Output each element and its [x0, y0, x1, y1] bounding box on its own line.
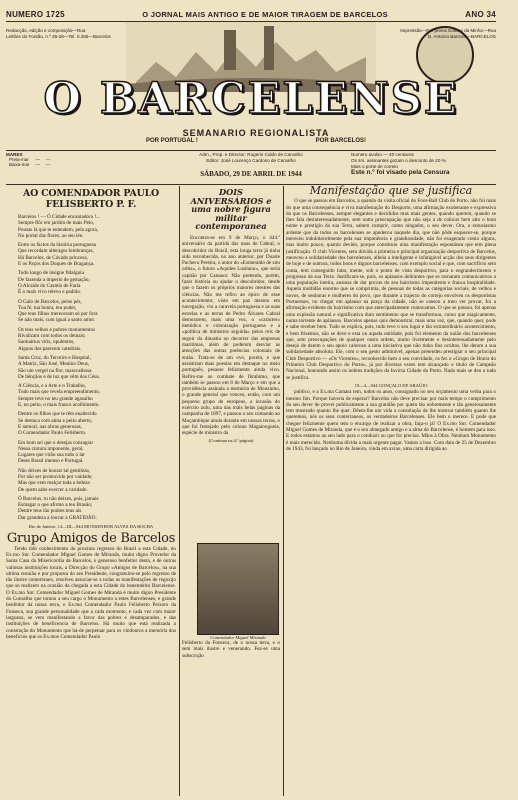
poem-line: De quem sabe exercer a caridade. [18, 486, 88, 493]
poem-line: Nessa cintura imponente, geral, [18, 445, 84, 452]
tides-label: MARES [6, 152, 23, 157]
manifestation-signature: 19—4—944 GONÇALO DE ARAÚJO [354, 382, 428, 388]
poem-line: E os Paços dos Duques de Bragança. [18, 261, 95, 268]
poem [6, 214, 176, 521]
tides-table: MARES Preia-mar — — Baixa-mar — — [6, 152, 51, 167]
info-bar [6, 152, 496, 184]
masthead-left-info: Redacção, edição e composição—Rua Leitões do Fontão, n.º 26-28—Tel. 0.255—Barcelos [6, 28, 111, 39]
poem-line: Barcelos ! — Ó Cidade encantadora !... [18, 214, 100, 220]
poem-line: Santa Cruz, do Terceiro e Hospital, [18, 354, 91, 361]
manifestation-headline: Manifestação que se justifica [309, 184, 473, 197]
poem-line: E natural, nas obras generosas, [18, 423, 82, 430]
poem-line: No portal das flores, ao seu léu. [18, 232, 84, 239]
anniversary-headline: DOIS ANIVERSÁRIOS e uma nobre figura militar contemporanea [190, 187, 272, 232]
poem-line: Por não ser promovido por vaidade; [18, 473, 93, 480]
masthead-mottos [146, 138, 366, 144]
masthead-right-info: Impressão—Em prelos Editora da Minho—Rua D. Antonio Barroso—BARCELOS [400, 28, 496, 39]
poem-line: Os teus velhos e pobres monumentos [18, 326, 96, 333]
monument-article-text: publico, e a Ex.ma Camara tem, todos os anos, consignado no seu orçamento uma verba para o mesmo fim. Porque haveria de esperar? Barcelos não deve precisar por mais tempo o cumprimento do seu dever de prover publicamente a sua gratidão por quem tão nobremente e tão generosamente tem mostrado quanto lhe quer. Dêem-lhe um vida a consolação de lhe mostrar também quanto lhe queremos, nós os seus conterraneos, os verdadeiros Barcelenses. Ele bem o merece. E pode que chegue felizmente quem tem o encargo de realizar a obra, faça-o já! O Ex.mo Snr. Comendador Miguel Gomes de Miranda, que é o seu abnegado amigo e a alma do Barcelense, é homem para isso. E todos estamos ao seu lado para o conduzir ao que for preciso. Mãos à Obra. Nenhum Monumento é mais merecido. Nenhuma dívida a mais urgente pagar. Vamos a isso. Com data de 25 de Dezembro de 1943, foi lançado no Rio de Janeiro, vinda em aviao, uma carta dirigida ao [286, 389, 496, 452]
poem-line: Tua fé, tua honra, teu poder, [18, 304, 77, 311]
poem-line: Todo longo de insigne fidalguia [18, 270, 84, 277]
poem-line: Dar grandeza a louvar a GRATIDÃO. [18, 514, 97, 521]
poem-line: Lugares que virão sua tudo o lar [18, 452, 85, 459]
poem-stanza [18, 383, 176, 408]
masthead [6, 22, 496, 150]
continued-note: (Continua na 4.ª página) [208, 438, 254, 444]
poem-line: Que teus filhos mereceram só por fora [18, 311, 98, 318]
poem-line: O Galo de Barcelos, pelos pés, [18, 298, 82, 305]
poem-line: Deste Brasil imenso e Portugal. [18, 458, 84, 465]
admin-line-2: Editor: José Lourenço Cardoso de Carvalho [206, 158, 296, 163]
poem-line: Rivalizam com todos os demais; [18, 333, 86, 340]
subscription-info [351, 152, 496, 176]
poem-stanza [18, 411, 176, 436]
poem-line: Entre os factos da história portuguesa [18, 242, 96, 249]
column-3 [286, 186, 496, 454]
poem-line: O Comendador Paulo Felisberto. [18, 430, 87, 437]
poem-line: A Matriz, São José, Menino Deus, [18, 361, 90, 368]
poem-line: Sempre teve no teu grande agasalho [18, 395, 93, 402]
column-divider-2 [283, 186, 284, 796]
poem-line: A Ciência, e a Arte e o Trabalho, [18, 383, 86, 390]
administration [156, 152, 346, 164]
assin-line-1: Numero avulso — 40 centavos [351, 152, 414, 157]
column-2 [182, 186, 280, 445]
poem-line: Mas que vem realçar toda a beleza [18, 480, 90, 487]
poem-line: O Alcaide do Castelo de Faria [18, 282, 81, 289]
poem-line: Não deixes de honrar tal gentileza, [18, 467, 91, 474]
portrait-photo [197, 543, 279, 635]
manifestation-article-text: O que se passou em Barcelos, a quando da visita oficial do Foot-Ball Club do Porto, não foi mais do que uma consequência e viva manifestação do Desporto, uma afirmação exuberante e expressiva da que os Barcelenses, sempre elegantes e decididos mas mais gentes, quando querem, quando se lhes fala desinteressadamente, sem outra preocupação que não seja a de colocar bem alto o bom nome e prestígio da sua Terra, sabem cumprir, como ninguém, o seu dever. Ora, o entusiasmo ardente que da todos os barcelenses se apoderou naquele dia, que não pôde esquecer-se, porque mereceu indubitavelmente pela sua imponência e grandiosidade, não foi exagerado como alguns, mas muito pouco, quanto devido, porque constituiu uma manifestação espontânea que tem plena justificação. O club Vicentes, sem dúvida a primeira e principal organização desportiva de Barcelos, mereceu a solidariedade dos barcelenses, alheia a inteligente e infatigável acção dos seus dirigentes de hoje e de outrora, todos bons e dignos barcelenses, com exemplo social e que, com sacrifício sem conta, tem conseguido lutar, mente, sob o ponto de vista desportivo, para o engrandecimento e progresso da sua Terra. Justificam-se, pois, os aplausos delirantes que se tornaram comunicativos a uma população inteira, ansiosa de dar provas do seu bairrismo impenitente e franca hospitalidade. Aquela multidão enorme que se comprimia, de pessoas de todas as categorias sociais, de velhos e novos, de senhoras e mulheres do povo, que durante a trajecto do cortejo envolveu os desportistas Portuenses, no chegar em aplauso na praça da cidade, não se cansou a meu ver provar, foi a afirmação evidente do bairrismo com que antecipadamente contavamos. O que se passou, foi apenas uma explosão natural e significativa dum sentimento que se transformou, como que magicamente, numa torrente de aplausos. Barcelos apenas quis demonstrar, mais uma vez, que, quando quer, pode e sabe receber bem. Tudo se explica, pois, tudo teve o seu lugar e tão extraordinário acontecimento, e bem frisemos, não se deve e esta ou aquela entidade, pois foi elemento da união dos barcelenses que, sem preocupações de qualquer outra ordem, muito livremente e desinteressadamente pelo desejo de darem o seu apoio caloroso a uma iniciativa que não tinha fins ocultos, lhe deram a sua solidariedade absoluta. Ele, com o seu gesto admirável, apenas pretendeu prestigiar o seu principal Club Desportivo — «Os Vicentes», reconhecido bem o seu convidado, os fez o «Grupo de Honra do Primeiro Club Desportivo do Porto», já por diversas vezes tem alcançado o título de Campeão Nacional, honrando assim os nobres tradições da Invicta Cidade do Porto. Nada mais se deu a tudo se justifica. [286, 198, 496, 381]
masthead-subtitle: SEMANARIO REGIONALISTA [182, 128, 330, 138]
poem-line: Dentre os filhos que te têm enaltecido [18, 411, 97, 418]
column-1 [6, 186, 176, 642]
column-divider-1 [179, 186, 180, 796]
masthead-subrow [6, 128, 496, 150]
poem-stanza [18, 496, 176, 521]
issue-year: ANO 34 [465, 9, 496, 19]
poem-stanza [18, 327, 176, 352]
anniversary-article-text: Encontra-se em 9 de Março, o 444.º aniversário da partida das naus de Cabral, o descobridor do Brasil, esta longa terra já tinha sido reconhecida, no ano anterior, por Duarte Pacheco Pereira, o autor do «Esmeraldo de situ orbis», o futuro «Aquiles Lusitano», que seria capitão por Cananor. Não pretendo, porém, fazer história ou ajudar o descobridor, desde que o fazem os próprios maiores mestres das ciências. Não me refiro ao épico de esse acontecimento; visto em paz mesmo em navegação, viu a caravela portuguesa e as suas estrelas e as terras de Pedro Álvares Cabral demorarem, mais uma vez, o «carácter» metódico e colonização portuguesa e a «politica de ministros seguida» pelos reis de seguir da dinastia no decorrer das empresas marítimas, além de poderem desviar as atenções das outras potências coloniais de então. Trata-se de um ovo, porém, e que assistiram duas poesias em destaque no meio português, pesasse felizmente ainda vivo. Refiro-me ao combate de Ibrahimo, que também se passou em 8 de Março e em que a providência assinala a memória de Mouzinho, o grande general que venceu, então, com um pequeno grupo de europeus, a invasão do exército zulu, uma das mais belas páginas da campanha de 1897, e passou o seu comando ao Moçambique ainda durante em nossas terras, o que foi festejado pelo colono Magaiongueia, espécie de ministro da [182, 234, 280, 437]
poem-line: Em bom sei que o desejas consagrar [18, 439, 94, 446]
poem-stanza [18, 299, 176, 324]
admin-line-1: Adm., Prop. e Director: Rogerio Caldo de Carvalho [199, 152, 303, 157]
poem-stanza [18, 214, 176, 239]
left-motto: POR PORTUGAL ! [146, 138, 198, 144]
poem-stanza [18, 468, 176, 493]
poem-line: Pousas lá que te entendem, pela agora, [18, 226, 99, 233]
poem-line: Ó Barcelos, tu não deixes, pois, jamais [18, 495, 99, 502]
assin-line-2: Os srs. assinantes gozam o desconto de 20 %. [351, 158, 448, 163]
poem-line: Se não mais, com igual a santo amor. [18, 317, 96, 324]
poem-stanza [18, 355, 176, 380]
poem-line: Santuários viris, opulentos, [18, 339, 75, 346]
poem-line: Tudo mais que revela empreendimento, [18, 389, 101, 396]
poem-line: Alguns dos parecem catedrais. [18, 345, 82, 352]
issue-number: NUMERO 1725 [6, 9, 65, 19]
poem-line: São um vergel na flor, maravalhosa [18, 367, 92, 374]
poem-line: Há Barcelos, de Cávado princesa, [18, 254, 89, 261]
poem-line: É o mais vivo relevo e padrão. [18, 289, 82, 296]
masthead-rule [6, 150, 496, 151]
poem-line: Que recordam alteragos lembranças, [18, 248, 94, 255]
poem-stanza [18, 270, 176, 295]
poem-stanza [18, 242, 176, 267]
top-bar [6, 8, 496, 20]
censorship-note: Este n.º foi visado pela Censura [351, 169, 450, 176]
masthead-title: O BARCELENSE [43, 74, 459, 124]
poem-line: Esmagar o que afirmo a teu Brasão; [18, 502, 93, 509]
poem-line: De fazenda a imperio de gemação, [18, 276, 90, 283]
column-2-footer-text: Felisberto da Fonseca, de o nossa terra, e o sem mais ilustre e venerando. Fez-se uma subscrição [182, 640, 280, 659]
poem-stanza [18, 440, 176, 465]
right-motto: POR BARCELOS! [315, 138, 366, 144]
top-tagline: O JORNAL MAIS ANTIGO E DE MAIOR TIRAGEM DE BARCELOS [142, 9, 388, 19]
poem-line: Se destaca com alma e peito aberto, [18, 417, 93, 424]
poem-line: Dentre teus tão podres teus ais [18, 508, 82, 515]
issue-date: SÁBADO, 29 DE ABRIL DE 1944 [200, 170, 302, 178]
poem-headline: AO COMENDADOR PAULO FELISBERTO P. F. [23, 188, 159, 210]
poem-line: De bênçãos e de luz que vêm dos Céus. [18, 373, 100, 380]
poem-line: E, no peito, o mais franco acolhimento. [18, 402, 100, 409]
portrait-caption: Comendador Miguel Miranda [210, 635, 266, 640]
grupo-article-text: Tendo tido conhecimento do proximo regresso do Brasil a esta Cidade, do Ex.mo Snr. Comendador Miguel Gomes de Miranda, muito digno Provedor da Santa Casa da Misericordia de Barcelos, o generoso benfeitor desta, e de outras valiosas instituições locais, a Direcção do Grupo «Amigos de Barcelos», na sua ultima reunião e por proposta do seu Presidente, congratulou-se pelo regresso de tão ilustre conterraneo, resolveu associar-se a todas as manifestações de regozijo que se realizem na ocasião da chegada a esta Cidade do benemérito Barcelense. O Ex.mo Snr. Comendador Miguel Gomes de Miranda é muito digno Presidente do Conselho que tomou a seu cargo o Monumento a estes Barcelenses, e grande benfeitor da nossa terra, e Ex.mo Comendador Paulo Felisberto Peixoto da Fonseca, sua grande personalidade que a cada momento, e cada vez com maior largueza, se vem manifestando a favor das pobres e desamparados, e das instituições de beneficencia de Barcelos. Há muito que está realizada a construção do Monumento que há-de perpetuar para os vindouros a memória dos benefícios que os Ex.mos Comendador Paulo [6, 545, 176, 640]
poem-signature: Rio de Janeiro, 14—III—944 MONSENHOR ALVES DA ROCHA [28, 524, 154, 530]
grupo-headline: Grupo Amigos de Barcelos [6, 531, 176, 547]
poem-line: Sempre flôr em jardim de mais Pelo, [18, 220, 95, 227]
assin-line-3: Mais o porte de correio [351, 164, 398, 169]
